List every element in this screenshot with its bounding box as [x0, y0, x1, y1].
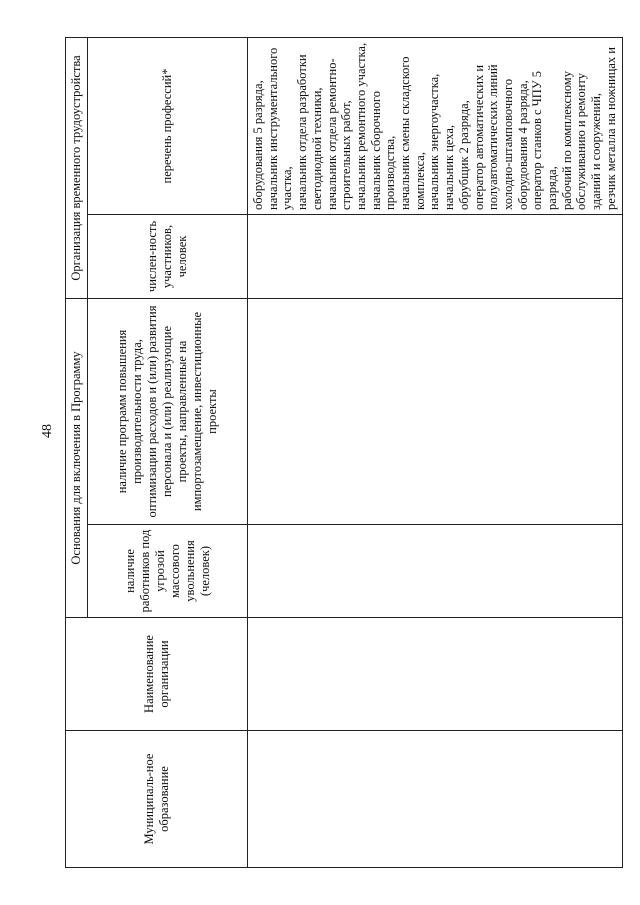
header-professions-list: перечень профессий* [88, 38, 248, 215]
profession-item: начальник смены складского комплекса, [398, 56, 427, 210]
page-number: 48 [40, 424, 55, 438]
profession-item: начальник ремонтного участка, [353, 42, 368, 210]
header-temp-employment-group: Организация временного трудоустройства [66, 38, 88, 299]
profession-item: оборудования 5 разряда, [251, 80, 265, 210]
document-table-sheet [65, 38, 618, 868]
profession-item: начальник энергоучастка, [427, 73, 442, 210]
profession-item: резчик металла на ножницах и [603, 46, 618, 210]
cell-threat-of-dismissal [248, 525, 623, 618]
cell-participants-count [248, 215, 623, 299]
profession-item: оператор автоматических и полуавтоматических линий холодно-штамповочного оборудования 4 разряда, [471, 64, 530, 210]
profession-item: оператор станков с ЧПУ 5 разряда, [530, 70, 560, 210]
program-table [65, 37, 623, 868]
cell-professions [248, 38, 623, 215]
cell-municipality [248, 731, 623, 868]
header-organization: Наименование организации [66, 618, 248, 731]
profession-item: начальник отдела разработки светодиодной техники, [295, 54, 324, 210]
profession-item: начальник цеха, [442, 124, 457, 210]
header-grounds-group: Основания для включения в Программу [66, 299, 88, 618]
profession-item: начальник инструментального участка, [265, 47, 295, 210]
header-threat-of-dismissal: наличие работников под угрозой массового увольнения (человек) [88, 525, 248, 618]
profession-item: обрубщик 2 разряда, [456, 100, 471, 210]
profession-item: начальник отдела ремонтно-строительных работ, [324, 58, 354, 210]
header-participants-count: числен-ность участников, человек [88, 215, 248, 299]
cell-productivity-program [248, 299, 623, 525]
cell-organization [248, 618, 623, 731]
profession-item: рабочий по комплексному обслуживанию и ремонту зданий и сооружений, [559, 71, 604, 210]
header-municipality: Муниципаль-ное образование [66, 731, 248, 868]
profession-item: начальник сборочного производства, [368, 91, 398, 210]
header-productivity-program: наличие программ повышения производительности труда, оптимизации расходов и (или) развития персонала и (или) реализующие проекты, направленные на импортозамещение, инвестиционные проекты [88, 299, 248, 525]
